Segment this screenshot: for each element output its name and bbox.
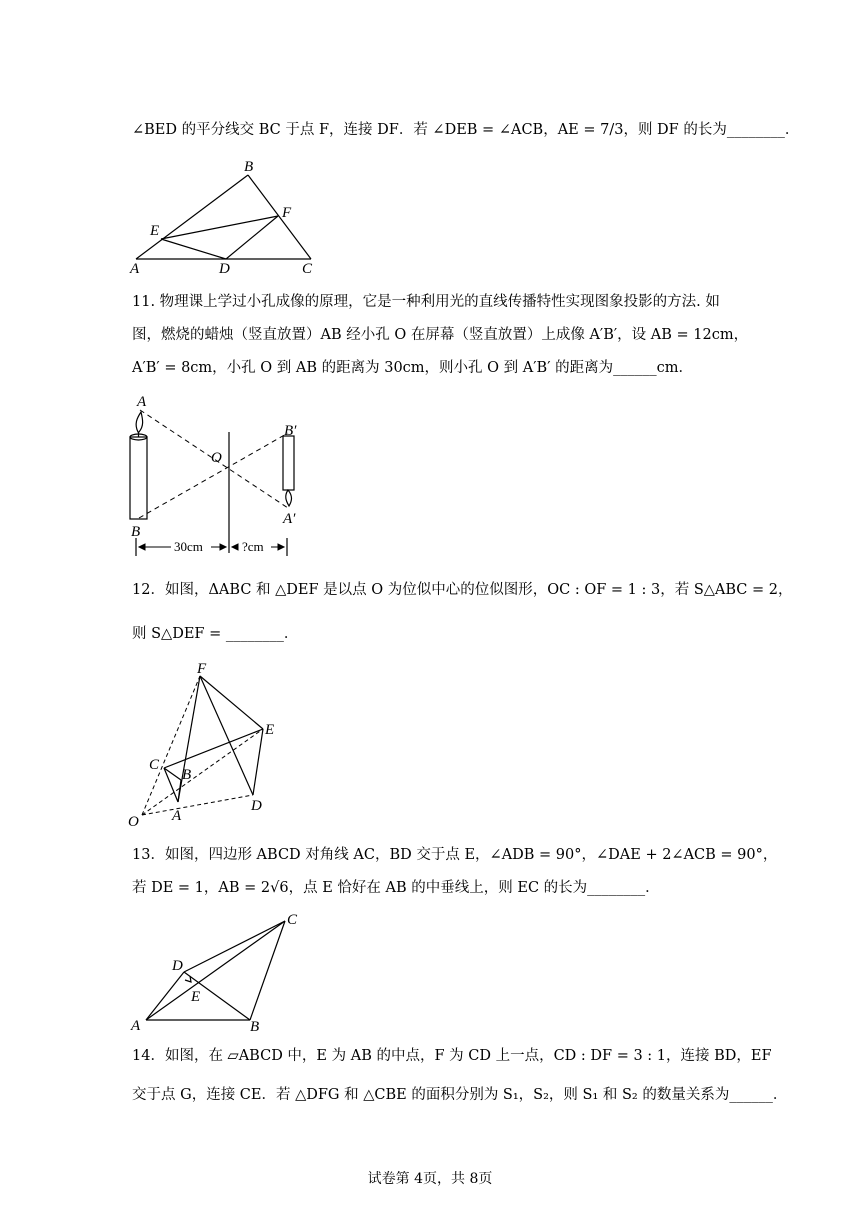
q13-text-line2: 若 DE = 1，AB = 2√6，点 E 恰好在 AB 的中垂线上，则 EC 的长为________． bbox=[132, 880, 660, 896]
q11-figure bbox=[125, 390, 305, 565]
q11-label-b: B bbox=[131, 524, 141, 540]
q11-text-line1: 11. 物理课上学过小孔成像的原理，它是一种利用光的直线传播特性实现图象投影的方法. 如 bbox=[132, 294, 720, 310]
q10-figure bbox=[128, 155, 328, 275]
q14-text-line2: 交于点 G，连接 CE．若 △DFG 和 △CBE 的面积分别为 S₁，S₂，则 S₁ 和 S₂ 的数量关系为______． bbox=[132, 1087, 788, 1103]
q12-label-o: O bbox=[128, 814, 139, 830]
q11-dim-left: 30cm bbox=[174, 539, 203, 554]
q10-label-f: F bbox=[282, 205, 292, 221]
q12-text-line2: 则 S△DEF = ________． bbox=[132, 626, 299, 642]
q12-label-e: E bbox=[265, 722, 275, 738]
q13-label-d: D bbox=[172, 958, 183, 974]
q11-label-a: A bbox=[137, 394, 147, 410]
q11-dim-right: ?cm bbox=[242, 539, 264, 554]
q10-label-b: B bbox=[244, 159, 254, 175]
q12-label-f: F bbox=[197, 661, 207, 677]
q12-text-line1: 12．如图，ΔABC 和 △DEF 是以点 O 为位似中心的位似图形，OC : OF = 1 : 3，若 S△ABC = 2， bbox=[132, 582, 793, 598]
q13-figure bbox=[128, 910, 313, 1035]
q13-text-line1: 13．如图，四边形 ABCD 对角线 AC，BD 交于点 E，∠ADB = 90°，∠DAE + 2∠ACB = 90°， bbox=[132, 847, 778, 863]
q13-label-a: A bbox=[131, 1018, 141, 1034]
q10-label-a: A bbox=[130, 261, 140, 277]
q12-label-c: C bbox=[149, 757, 160, 773]
q10-text-line1: ∠BED 的平分线交 BC 于点 F，连接 DF．若 ∠DEB = ∠ACB，AE = 7/3，则 DF 的长为________． bbox=[132, 122, 800, 138]
q13-label-c: C bbox=[287, 912, 298, 928]
q11-text-line3: A′B′ = 8cm，小孔 O 到 AB 的距离为 30cm，则小孔 O 到 A′B′ 的距离为______cm． bbox=[132, 360, 693, 376]
q13-label-e: E bbox=[191, 989, 201, 1005]
q10-label-e: E bbox=[150, 223, 160, 239]
page-footer: 试卷第 4页，共 8页 bbox=[367, 1171, 493, 1187]
q12-figure bbox=[126, 660, 296, 835]
q12-label-b: B bbox=[182, 767, 192, 783]
q10-label-d: D bbox=[219, 261, 230, 277]
q13-label-b: B bbox=[250, 1019, 260, 1035]
q11-text-line2: 图，燃烧的蜡烛（竖直放置）AB 经小孔 O 在屏幕（竖直放置）上成像 A′B′，设 AB = 12cm， bbox=[132, 327, 749, 343]
q11-label-b-prime: B′ bbox=[284, 423, 297, 439]
q14-text-line1: 14．如图，在 ▱ABCD 中，E 为 AB 的中点，F 为 CD 上一点，CD : DF = 3 : 1，连接 BD，EF bbox=[132, 1048, 772, 1064]
q11-label-o: O bbox=[211, 450, 222, 466]
q12-label-a: A bbox=[172, 808, 182, 824]
q11-label-a-prime: A′ bbox=[283, 511, 296, 527]
q12-label-d: D bbox=[251, 798, 262, 814]
q10-label-c: C bbox=[302, 261, 313, 277]
